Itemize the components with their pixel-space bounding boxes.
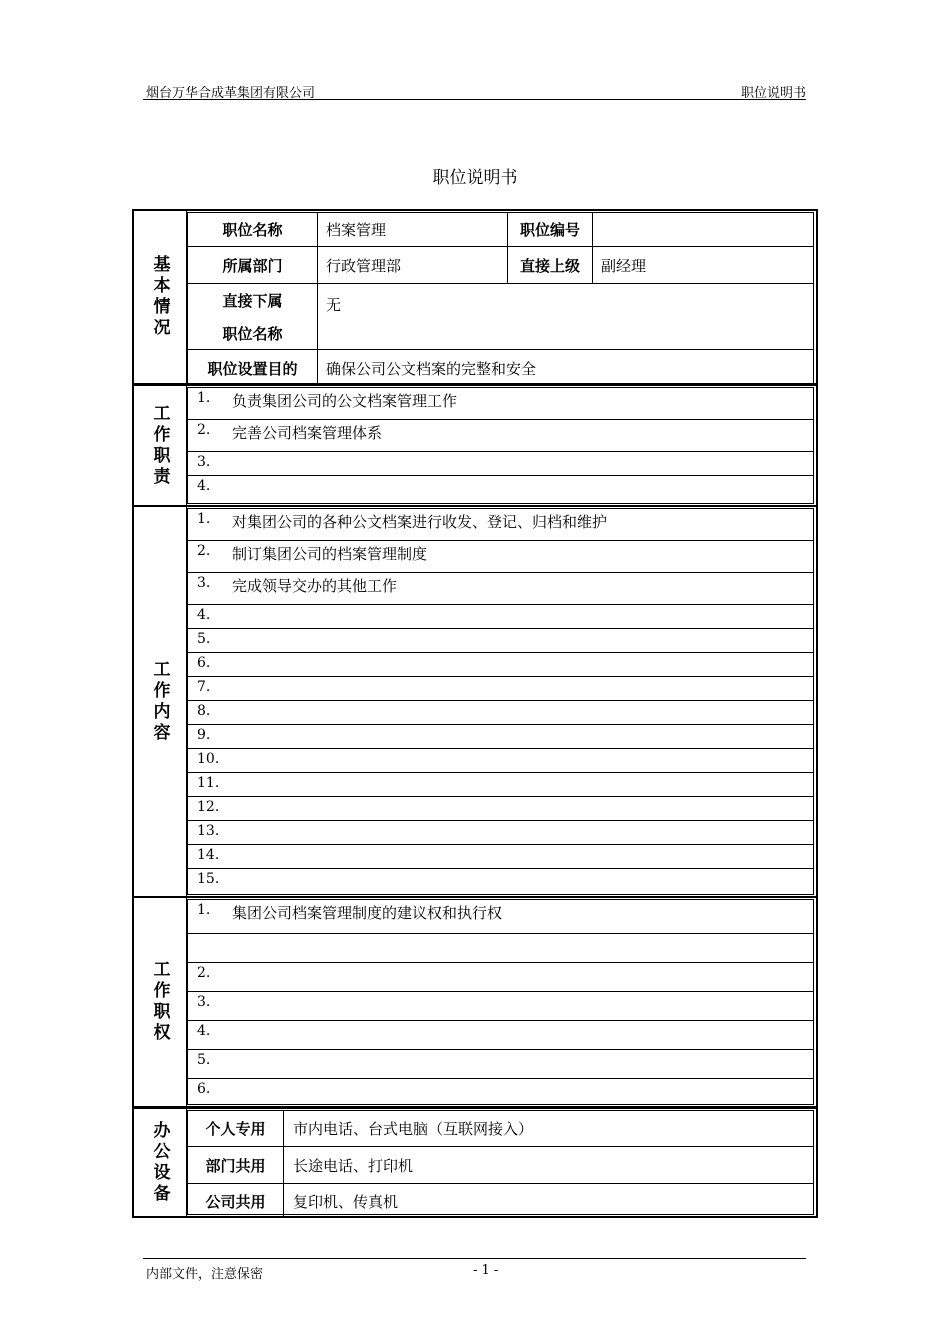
list-item bbox=[188, 701, 813, 725]
list-item-number: 6. bbox=[197, 1081, 211, 1097]
list-item bbox=[188, 821, 813, 845]
list-item-number: 15. bbox=[197, 871, 220, 887]
list-item-text: 对集团公司的各种公文档案进行收发、登记、归档和维护 bbox=[232, 513, 608, 531]
equipment-dept-label: 部门共用 bbox=[205, 1156, 266, 1175]
footer-divider bbox=[143, 1258, 806, 1259]
list-item-number: 2. bbox=[197, 543, 211, 559]
header-divider bbox=[143, 99, 806, 100]
list-item-number: 13. bbox=[197, 823, 220, 839]
duties-section bbox=[132, 384, 818, 507]
authority-section bbox=[132, 896, 818, 1108]
list-item-number: 7. bbox=[197, 679, 211, 695]
equipment-section bbox=[132, 1107, 818, 1218]
list-item-number: 6. bbox=[197, 655, 211, 671]
job-code-label: 职位编号 bbox=[519, 221, 580, 239]
list-item-number: 14. bbox=[197, 847, 220, 863]
equipment-label: 办公设备 bbox=[134, 1109, 187, 1216]
superior-label: 直接上级 bbox=[519, 256, 580, 275]
list-item bbox=[188, 992, 813, 1021]
equipment-dept-value: 长途电话、打印机 bbox=[293, 1156, 414, 1175]
list-item bbox=[188, 1021, 813, 1050]
equipment-personal-label: 个人专用 bbox=[205, 1120, 266, 1138]
equipment-company-value: 复印机、传真机 bbox=[293, 1192, 399, 1211]
subordinate-label-line2: 职位名称 bbox=[222, 324, 283, 343]
basic-info-section bbox=[132, 209, 818, 385]
list-item bbox=[188, 653, 813, 677]
list-item bbox=[188, 1050, 813, 1079]
list-item-number: 5. bbox=[197, 631, 211, 647]
list-item bbox=[188, 797, 813, 821]
list-item bbox=[188, 541, 813, 573]
header-doc-type: 职位说明书 bbox=[740, 86, 806, 101]
list-item: 2. 完善公司档案管理体系 bbox=[188, 420, 813, 452]
list-item: 4. bbox=[197, 478, 211, 494]
subordinate-label-line1: 直接下属 bbox=[222, 291, 283, 310]
page-number: - 1 - bbox=[473, 1263, 499, 1278]
job-name-label: 职位名称 bbox=[222, 221, 283, 239]
list-item-text: 完成领导交办的其他工作 bbox=[232, 577, 398, 595]
list-item bbox=[188, 845, 813, 869]
list-item bbox=[188, 963, 813, 992]
basic-info-label: 基本情况 bbox=[134, 211, 187, 383]
purpose-label: 职位设置目的 bbox=[207, 359, 298, 378]
list-item bbox=[188, 509, 813, 541]
list-item-number: 10. bbox=[197, 751, 220, 767]
duties-label: 工作职责 bbox=[134, 386, 187, 505]
list-item-number: 11. bbox=[197, 775, 220, 791]
list-item-number: 4. bbox=[197, 1023, 211, 1039]
subordinate-value: 无 bbox=[326, 296, 342, 314]
list-item bbox=[188, 605, 813, 629]
work-content-section bbox=[132, 505, 818, 898]
list-item-number: 3. bbox=[197, 575, 211, 591]
footer-note: 内部文件，注意保密 bbox=[146, 1267, 264, 1282]
list-item-number: 5. bbox=[197, 1052, 211, 1068]
list-item-text: 制订集团公司的档案管理制度 bbox=[232, 545, 428, 563]
list-item-number: 1. bbox=[197, 511, 211, 527]
list-item bbox=[188, 629, 813, 653]
superior-value: 副经理 bbox=[601, 256, 647, 275]
list-item-number: 2. bbox=[197, 965, 211, 981]
list-item bbox=[188, 900, 813, 934]
work-content-label: 工作内容 bbox=[134, 507, 187, 896]
list-item: 3. bbox=[188, 452, 813, 476]
list-item bbox=[188, 773, 813, 797]
list-item-number: 9. bbox=[197, 727, 211, 743]
list-item bbox=[188, 749, 813, 773]
page-title: 职位说明书 bbox=[432, 168, 518, 188]
equipment-company-label: 公司共用 bbox=[205, 1192, 266, 1211]
list-item-number: 3. bbox=[197, 994, 211, 1010]
list-item bbox=[188, 677, 813, 701]
job-name-value: 档案管理 bbox=[326, 221, 387, 239]
list-item: 1. 负责集团公司的公文档案管理工作 bbox=[188, 388, 813, 420]
list-item bbox=[188, 1079, 813, 1107]
dept-label: 所属部门 bbox=[222, 256, 283, 275]
purpose-value: 确保公司公文档案的完整和安全 bbox=[326, 359, 537, 378]
list-item bbox=[188, 869, 813, 897]
list-item-number: 12. bbox=[197, 799, 220, 815]
list-item-number: 8. bbox=[197, 703, 211, 719]
list-item bbox=[188, 725, 813, 749]
list-item-number: 1. bbox=[197, 902, 211, 918]
list-item-number: 4. bbox=[197, 607, 211, 623]
list-item-text: 集团公司档案管理制度的建议权和执行权 bbox=[232, 904, 503, 922]
list-item bbox=[188, 573, 813, 605]
dept-value: 行政管理部 bbox=[326, 256, 402, 275]
list-item bbox=[188, 934, 813, 963]
authority-label: 工作职权 bbox=[134, 898, 187, 1106]
equipment-personal-value: 市内电话、台式电脑（互联网接入） bbox=[293, 1120, 534, 1138]
company-name: 烟台万华合成革集团有限公司 bbox=[146, 86, 316, 101]
